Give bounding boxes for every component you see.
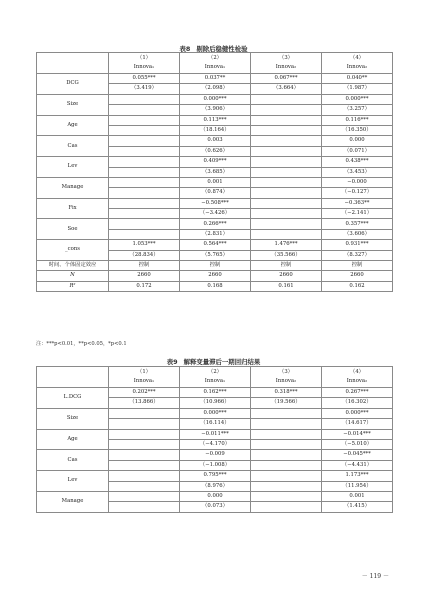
table9-coef-cell — [109, 408, 180, 418]
table8-var-label: Size — [37, 94, 109, 115]
table8-tstat-cell — [109, 229, 180, 239]
table8-cell: 0.172 — [109, 281, 180, 291]
table9-header-row — [37, 367, 393, 388]
table8-tstat-cell — [109, 167, 180, 177]
table8-coef-cell: 0.001 — [180, 177, 251, 187]
table9-tstat-cell — [109, 439, 180, 449]
table8-tstat-cell — [109, 125, 180, 135]
table9-coef-row — [37, 408, 393, 418]
table9-col-header: （2） Innova₁ — [180, 367, 251, 388]
table8-cell: 0.161 — [251, 281, 322, 291]
table8-coef-cell: 0.003 — [180, 136, 251, 146]
table9-tstat-cell: （10.966） — [180, 398, 251, 408]
table8-coef-cell: 0.266*** — [180, 219, 251, 229]
table9-caption: 解释变量滞后一期回归结果 — [183, 358, 261, 366]
table8-coef-cell — [251, 177, 322, 187]
table8-coef-cell — [251, 198, 322, 208]
table8-coef-row — [37, 115, 393, 125]
table8-coef-cell — [109, 219, 180, 229]
table8-coef-cell: 0.000*** — [180, 94, 251, 104]
table9-coef-cell: 1.173*** — [322, 471, 393, 481]
table8-coef-cell: 0.040** — [322, 74, 393, 84]
table8-coef-cell: 0.931*** — [322, 240, 393, 250]
table9-tstat-cell: （−5.010） — [322, 439, 393, 449]
table8-tstat-cell: （0.071） — [322, 146, 393, 156]
table9-coef-row — [37, 491, 393, 501]
table8-n-label: N — [37, 271, 109, 281]
table9-body — [37, 388, 393, 513]
table9-tstat-cell: （13.866） — [109, 398, 180, 408]
table8-tstat-cell: （35.566） — [251, 250, 322, 260]
table8-coef-row — [37, 157, 393, 167]
table9-coef-cell: 0.000 — [180, 491, 251, 501]
table9-tstat-cell: （−4.431） — [322, 460, 393, 470]
table8-tstat-cell: （3.453） — [322, 167, 393, 177]
table8-fe-label: 时间、个体固定效应 — [37, 261, 109, 271]
table9-coef-cell: −0.011*** — [180, 429, 251, 439]
table8-n-row — [37, 271, 393, 281]
table8-coef-row — [37, 240, 393, 250]
table9-tstat-cell — [251, 502, 322, 512]
table9-tstat-cell — [251, 460, 322, 470]
table9-coef-cell — [251, 408, 322, 418]
table9-coef-row — [37, 388, 393, 398]
table8-coef-cell — [251, 219, 322, 229]
table8-col-header: （1） Innova₁ — [109, 53, 180, 74]
table8-tstat-cell — [251, 209, 322, 219]
table9-tstat-cell — [251, 481, 322, 491]
table8-coef-cell: 0.409*** — [180, 157, 251, 167]
table9-coef-cell: 0.001 — [322, 491, 393, 501]
table9-coef-cell — [251, 450, 322, 460]
table9-var-label: Manage — [37, 491, 109, 512]
table8-coef-cell: 0.438*** — [322, 157, 393, 167]
table8-coef-cell — [251, 157, 322, 167]
table8-r2-row — [37, 281, 393, 291]
table9-tstat-cell: （16.114） — [180, 419, 251, 429]
table8-tstat-cell: （3.419） — [109, 84, 180, 94]
table8-cell: 控制 — [322, 261, 393, 271]
table8-cell: 2660 — [251, 271, 322, 281]
table8-coef-cell — [251, 136, 322, 146]
table8-var-label: Fix — [37, 198, 109, 219]
table8-tstat-cell: （28.834） — [109, 250, 180, 260]
table8-header-row — [37, 53, 393, 74]
table9-tstat-cell — [251, 439, 322, 449]
table8-tstat-cell: （1.987） — [322, 84, 393, 94]
table9-coef-cell: 0.267*** — [322, 388, 393, 398]
table8-coef-cell — [109, 136, 180, 146]
table9-coef-cell: 0.318*** — [251, 388, 322, 398]
table8-tstat-cell — [251, 188, 322, 198]
table8-coef-row — [37, 94, 393, 104]
table8 — [36, 52, 393, 292]
page-number: － 119 － — [361, 573, 389, 580]
table8-tstat-cell: （3.685） — [180, 167, 251, 177]
table8-coef-cell: 0.055*** — [109, 74, 180, 84]
table9-var-label: Size — [37, 408, 109, 429]
table9-tstat-cell: （1.415） — [322, 502, 393, 512]
table9-tstat-cell: （0.073） — [180, 502, 251, 512]
table8-coef-cell: 0.000 — [322, 136, 393, 146]
table8-coef-cell — [109, 198, 180, 208]
table8-tstat-cell: （2.098） — [180, 84, 251, 94]
table8-coef-cell: 1.053*** — [109, 240, 180, 250]
table8-tstat-cell: （−0.127） — [322, 188, 393, 198]
table9-tstat-cell — [109, 481, 180, 491]
table9-coef-cell — [109, 450, 180, 460]
table8-tstat-cell: （3.257） — [322, 105, 393, 115]
table8-tstat-cell — [251, 167, 322, 177]
table9-tstat-cell — [109, 460, 180, 470]
table9-col-header: （1） Innova₁ — [109, 367, 180, 388]
table9-coef-cell: −0.009 — [180, 450, 251, 460]
table8-tstat-cell — [251, 125, 322, 135]
table8-var-label: Age — [37, 115, 109, 136]
table8-cell: 0.162 — [322, 281, 393, 291]
table8-body — [37, 74, 393, 261]
table8-tstat-cell — [109, 188, 180, 198]
table8-coef-cell: 0.037** — [180, 74, 251, 84]
table8-tstat-cell: （5.765） — [180, 250, 251, 260]
table8-var-label: _cons — [37, 240, 109, 261]
table9-coef-cell — [251, 491, 322, 501]
table9-coef-cell — [109, 429, 180, 439]
table9-tstat-cell: （19.566） — [251, 398, 322, 408]
table9-coef-cell — [251, 429, 322, 439]
table8-number: 表8 — [179, 45, 191, 53]
table9-var-label: Cas — [37, 450, 109, 471]
table8-coef-cell — [109, 94, 180, 104]
table8-coef-cell — [109, 177, 180, 187]
table8-cell: 控制 — [251, 261, 322, 271]
table8-coef-cell: 0.564*** — [180, 240, 251, 250]
table9-tstat-cell — [109, 502, 180, 512]
table9 — [36, 366, 393, 513]
table9-col-header: （4） Innova₂ — [322, 367, 393, 388]
table8-header-blank — [37, 53, 109, 74]
table9-tstat-cell: （8.976） — [180, 481, 251, 491]
table9-coef-cell: 0.202*** — [109, 388, 180, 398]
table9-number: 表9 — [166, 358, 178, 366]
table9-tstat-cell: （−1.008） — [180, 460, 251, 470]
table8-coef-cell: 0.116*** — [322, 115, 393, 125]
table8-coef-cell — [251, 115, 322, 125]
table8-col-header: （2） Innova₁ — [180, 53, 251, 74]
table9-tstat-cell — [109, 419, 180, 429]
table8-coef-row — [37, 177, 393, 187]
table8-cell: 0.168 — [180, 281, 251, 291]
table8-tstat-cell: （3.664） — [251, 84, 322, 94]
table8-coef-cell — [109, 157, 180, 167]
table8-coef-cell: −0.000 — [322, 177, 393, 187]
table8-tstat-cell: （0.626） — [180, 146, 251, 156]
table8-tstat-cell: （−3.426） — [180, 209, 251, 219]
table9-tstat-cell: （11.954） — [322, 481, 393, 491]
table8-coef-cell — [251, 94, 322, 104]
table8-coef-row — [37, 136, 393, 146]
table9-header-blank — [37, 367, 109, 388]
table8-var-label: DCG — [37, 74, 109, 95]
table8-coef-row — [37, 198, 393, 208]
table9-coef-row — [37, 429, 393, 439]
table9-tstat-cell: （16.302） — [322, 398, 393, 408]
table8-var-label: Manage — [37, 177, 109, 198]
table8-coef-cell: 0.113*** — [180, 115, 251, 125]
table8-tstat-cell — [251, 229, 322, 239]
table9-coef-cell: 0.000*** — [322, 408, 393, 418]
table9-var-label: Age — [37, 429, 109, 450]
table8-var-label: Lev — [37, 157, 109, 178]
table9-coef-cell: 0.162*** — [180, 388, 251, 398]
table9-tstat-cell: （14.617） — [322, 419, 393, 429]
table8-coef-cell: −0.363** — [322, 198, 393, 208]
table8-col-header: （3） Innova₂ — [251, 53, 322, 74]
table9-var-label: L.DCG — [37, 388, 109, 409]
table8-tstat-cell: （3.606） — [322, 229, 393, 239]
table8-tstat-cell — [251, 105, 322, 115]
table8-cell: 控制 — [109, 261, 180, 271]
table9-coef-cell: 0.000*** — [180, 408, 251, 418]
table8-coef-cell: 0.000*** — [322, 94, 393, 104]
table9-tstat-cell: （−4.170） — [180, 439, 251, 449]
table8-tstat-cell: （2.831） — [180, 229, 251, 239]
table8-tstat-cell — [109, 105, 180, 115]
table8-tstat-cell: （18.164） — [180, 125, 251, 135]
table8-tstat-cell: （0.874） — [180, 188, 251, 198]
table9-coef-row — [37, 450, 393, 460]
table8-var-label: Cas — [37, 136, 109, 157]
table8-col-header: （4） Innova₂ — [322, 53, 393, 74]
table9-coef-cell: −0.014*** — [322, 429, 393, 439]
table8-r2-label: R² — [37, 281, 109, 291]
table8-tstat-cell: （16.350） — [322, 125, 393, 135]
table8-tstat-cell: （8.327） — [322, 250, 393, 260]
table8-fe-row — [37, 261, 393, 271]
table8-coef-row — [37, 219, 393, 229]
table8-coef-cell — [109, 115, 180, 125]
table9-var-label: Lev — [37, 471, 109, 492]
table8-tstat-cell: （−2.141） — [322, 209, 393, 219]
table8-tstat-cell — [109, 209, 180, 219]
table9-col-header: （3） Innova₂ — [251, 367, 322, 388]
table8-cell: 2660 — [322, 271, 393, 281]
table8-var-label: Soe — [37, 219, 109, 240]
table8-cell: 控制 — [180, 261, 251, 271]
table8-coef-cell: 1.476*** — [251, 240, 322, 250]
table9-coef-cell: 0.795*** — [180, 471, 251, 481]
table8-coef-cell: −0.508*** — [180, 198, 251, 208]
table9-coef-cell: −0.045*** — [322, 450, 393, 460]
table8-tstat-cell: （3.906） — [180, 105, 251, 115]
table8-coef-cell: 0.357*** — [322, 219, 393, 229]
table8-note: 注：***p<0.01，**p<0.05，*p<0.1 — [36, 341, 127, 347]
table9-coef-row — [37, 471, 393, 481]
table9-coef-cell — [109, 471, 180, 481]
table8-coef-cell: 0.067*** — [251, 74, 322, 84]
table9-title — [0, 357, 427, 366]
table9-coef-cell — [109, 491, 180, 501]
table9-tstat-cell — [251, 419, 322, 429]
table8-tstat-cell — [251, 146, 322, 156]
table8-caption: 剔除后稳健性检验 — [196, 45, 248, 53]
table8-cell: 2660 — [109, 271, 180, 281]
table9-coef-cell — [251, 471, 322, 481]
table8-cell: 2660 — [180, 271, 251, 281]
table8-tstat-cell — [109, 146, 180, 156]
table8-coef-row — [37, 74, 393, 84]
